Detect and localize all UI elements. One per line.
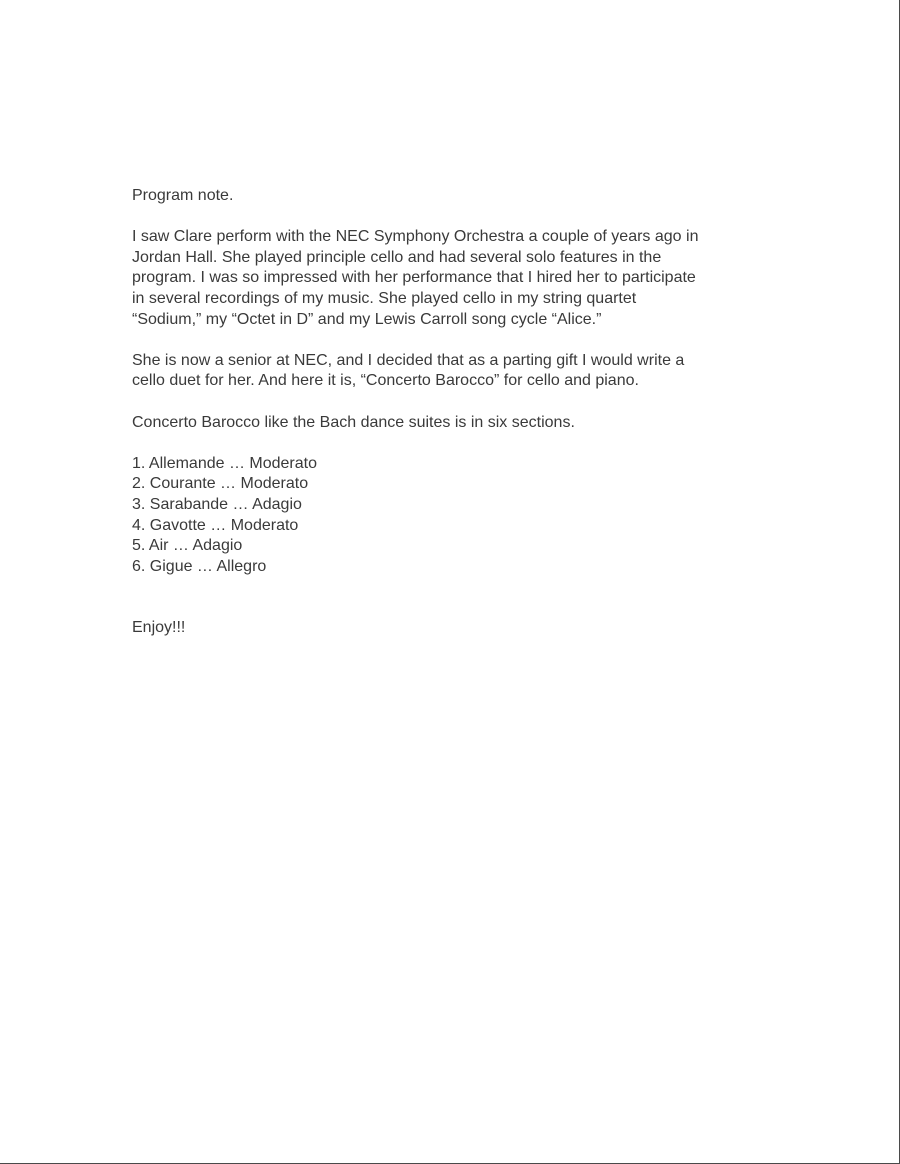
paragraph-sections-intro: Concerto Barocco like the Bach dance suites is in six sections. bbox=[132, 413, 575, 431]
movement-item-4: 4. Gavotte … Moderato bbox=[132, 516, 299, 534]
movement-list bbox=[132, 454, 812, 578]
paragraph-performance: I saw Clare perform with the NEC Symphony Orchestra a couple of years ago in Jordan Hall. She played principle cello and had several solo features in the program. I was so impressed with her performance that I hired her to participate in several recordings of my music. She played cello in my string quartet “Sodium,” my “Octet in D” and my Lewis Carroll song cycle “Alice.” bbox=[132, 228, 699, 328]
movement-item-6: 6. Gigue … Allegro bbox=[132, 557, 267, 575]
program-note-body bbox=[132, 186, 812, 639]
movement-item-1: 1. Allemande … Moderato bbox=[132, 454, 317, 472]
movement-item-5: 5. Air … Adagio bbox=[132, 537, 243, 555]
program-note-heading: Program note. bbox=[132, 187, 234, 204]
paragraph-parting-gift: She is now a senior at NEC, and I decided that as a parting gift I would write a cello duet for her. And here it is, “Concerto Barocco” for cello and piano. bbox=[132, 351, 685, 390]
movement-item-2: 2. Courante … Moderato bbox=[132, 475, 309, 493]
closing-line: Enjoy!!! bbox=[132, 619, 186, 637]
movement-item-3: 3. Sarabande … Adagio bbox=[132, 495, 302, 513]
